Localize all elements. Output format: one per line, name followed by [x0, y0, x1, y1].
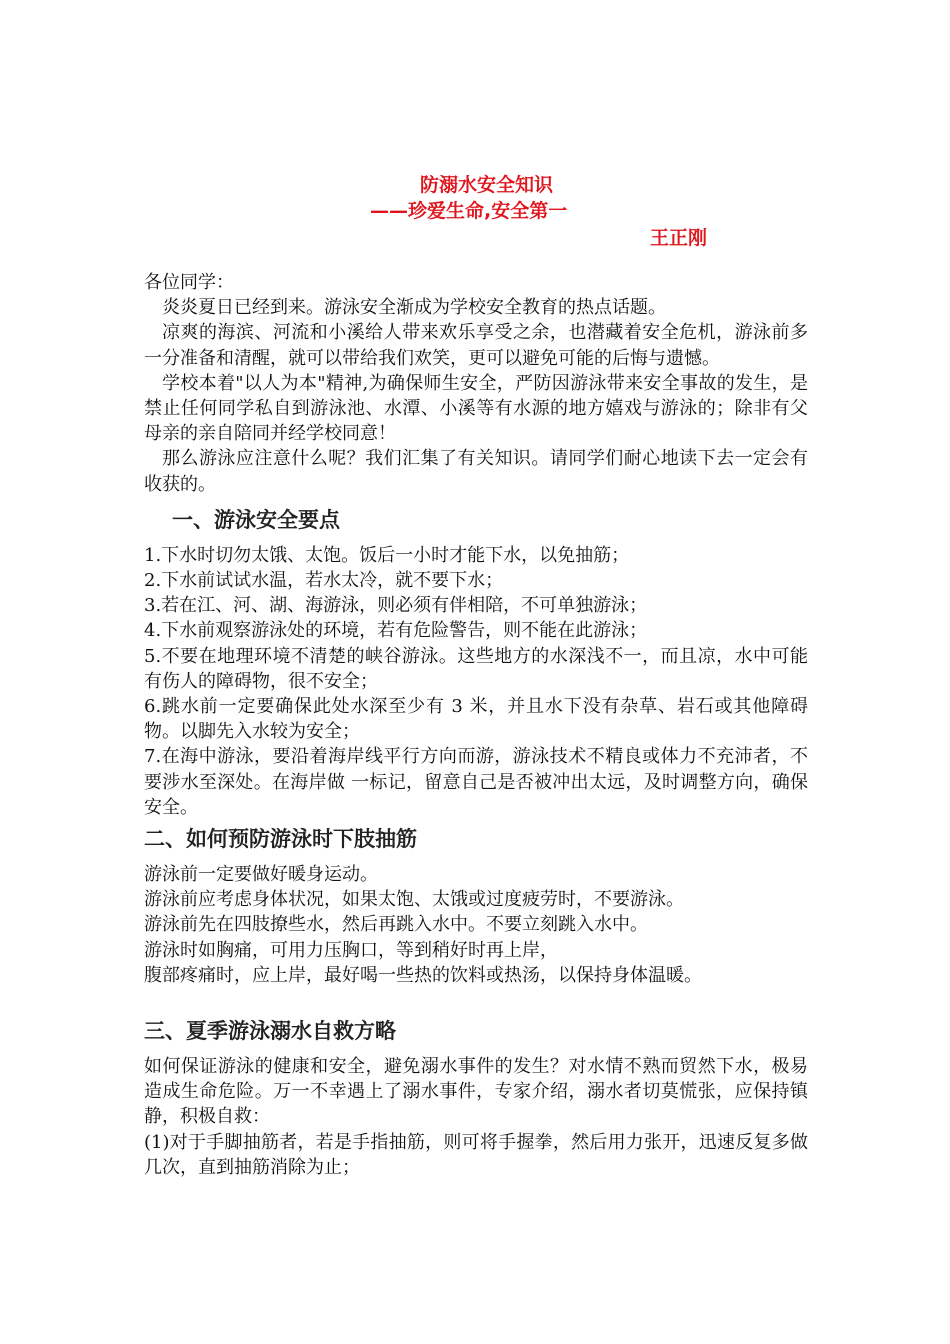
section-1-item: 3.若在江、河、湖、海游泳，则必须有伴相陪，不可单独游泳； [144, 595, 648, 617]
document-title: 防溺水安全知识 [420, 174, 554, 196]
section-3-paragraph-1: 如何保证游泳的健康和安全，避免溺水事件的发生？对水情不熟而贸然下水，极易造成生命危险。万一不幸遇上了溺水事件，专家介绍，溺水者切莫慌张，应保持镇静，积极自救： [144, 1056, 808, 1128]
intro-paragraph-2: 凉爽的海滨、河流和小溪给人带来欢乐享受之余，也潜藏着安全危机，游泳前多一分准备和清醒，就可以带给我们欢笑，更可以避免可能的后悔与遗憾。 [144, 322, 808, 369]
greeting: 各位同学： [144, 272, 234, 293]
section-2-item: 腹部疼痛时，应上岸，最好喝一些热的饮料或热汤，以保持身体温暖。 [144, 964, 702, 986]
section-2-item: 游泳前先在四肢撩些水，然后再跳入水中。不要立刻跳入水中。 [144, 914, 648, 936]
section-3-heading: 三、夏季游泳溺水自救方略 [144, 1019, 396, 1044]
section-1-item: 4.下水前观察游泳处的环境，若有危险警告，则不能在此游泳； [144, 620, 648, 642]
section-1-item: 1.下水时切勿太饿、太饱。饭后一小时才能下水，以免抽筋； [144, 544, 630, 566]
section-2-item: 游泳前应考虑身体状况，如果太饱、太饿或过度疲劳时，不要游泳。 [144, 889, 684, 911]
section-1-item: 2.下水前试试水温，若水太冷，就不要下水； [144, 570, 504, 592]
intro-paragraph-4: 那么游泳应注意什么呢？我们汇集了有关知识。请同学们耐心地读下去一定会有收获的。 [144, 448, 808, 495]
section-1-item: 5.不要在地理环境不清楚的峡谷游泳。这些地方的水深浅不一，而且凉，水中可能有伤人的障碍物，很不安全； [144, 645, 808, 692]
document-author: 王正刚 [650, 227, 708, 249]
section-1-heading: 一、游泳安全要点 [172, 507, 340, 532]
section-1-item: 7.在海中游泳，要沿着海岸线平行方向而游，游泳技术不精良或体力不充沛者，不要涉水至深处。在海岸做 一标记，留意自己是否被冲出太远，及时调整方向，确保安全。 [144, 746, 808, 818]
intro-paragraph-1: 炎炎夏日已经到来。游泳安全渐成为学校安全教育的热点话题。 [162, 297, 666, 319]
document-body [144, 270, 808, 1180]
section-2-item: 游泳时如胸痛，可用力压胸口，等到稍好时再上岸， [144, 939, 558, 961]
section-2-item: 游泳前一定要做好暖身运动。 [144, 864, 378, 886]
document-subtitle: ——珍爱生命,安全第一 [370, 200, 568, 222]
section-2-heading: 二、如何预防游泳时下肢抽筋 [144, 827, 417, 852]
section-1-item: 6.跳水前一定要确保此处水深至少有 3 米，并且水下没有杂草、岩石或其他障碍物。以脚先入水较为安全； [144, 696, 808, 743]
intro-paragraph-3: 学校本着"以人为本"精神,为确保师生安全，严防因游泳带来安全事故的发生，是禁止任何同学私自到游泳池、水潭、小溪等有水源的地方嬉戏与游泳的；除非有父母亲的亲自陪同并经学校同意！ [144, 372, 808, 445]
spacer [144, 988, 808, 1012]
section-3-paragraph-2: (1)对于手脚抽筋者，若是手指抽筋，则可将手握拳，然后用力张开，迅速反复多做几次，直到抽筋消除为止； [144, 1131, 808, 1178]
